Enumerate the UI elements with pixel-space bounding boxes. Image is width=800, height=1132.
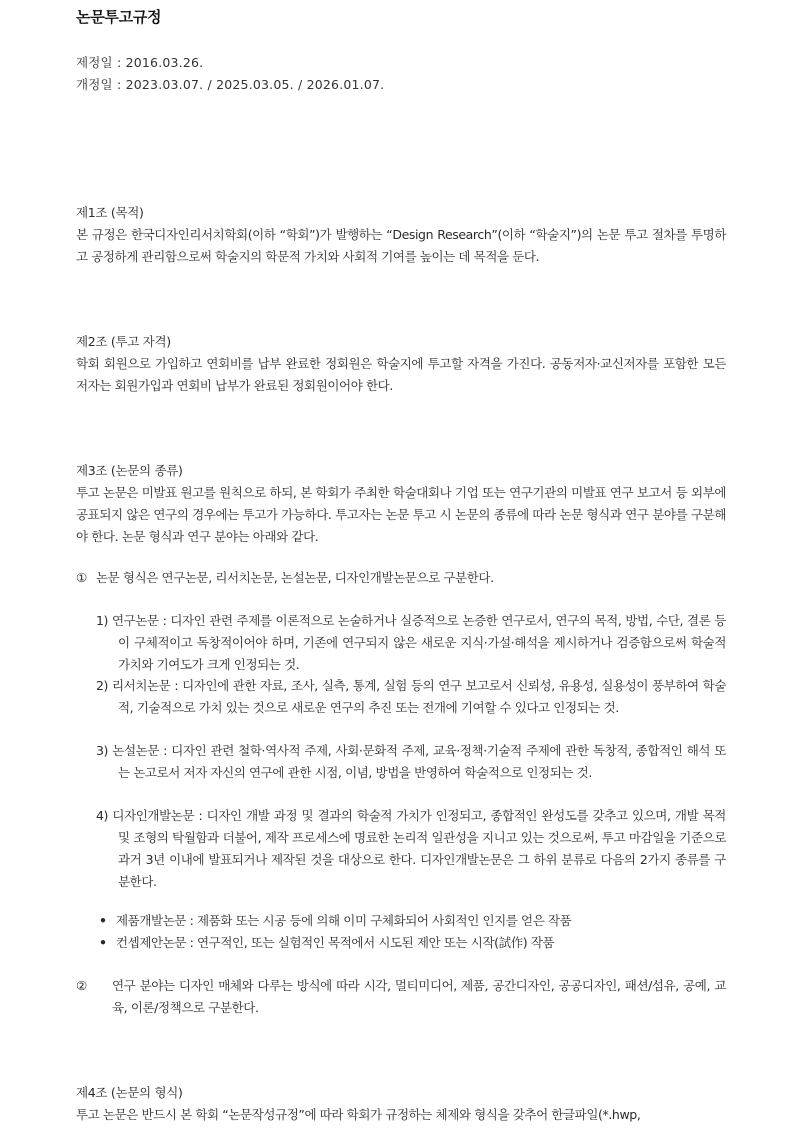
clause-marker: ② (76, 978, 87, 993)
bullet-icon: • (99, 913, 107, 928)
clause-text: 논문 형식은 연구논문, 리서치논문, 논설논문, 디자인개발논문으로 구분한다. (96, 570, 494, 585)
item-marker: 3) (96, 743, 109, 758)
article-body: 본 규정은 한국디자인리서치학회(이하 “학회”)가 발행하는 “Design Research”(이하 “학술지”)의 논문 투고 절차를 투명하고 공정하게 관리함으로써 학술지의 학문적 가치와 사회적 기여를 높이는 데 목적을 둔다. (76, 227, 726, 264)
clause-marker: ① (76, 570, 87, 585)
article-body: 학회 회원으로 가입하고 연회비를 납부 완료한 정회원은 학술지에 투고할 자격을 가진다. 공동저자·교신저자를 포함한 모든 저자는 회원가입과 연회비 납부가 완료된 정회원이어야 한다. (76, 356, 726, 393)
document-dates (76, 52, 384, 96)
article-1 (76, 202, 726, 268)
article-body: 투고 논문은 반드시 본 학회 “논문작성규정”에 따라 학회가 규정하는 체제와 형식을 갖추어 한글파일(*.hwp, (76, 1107, 641, 1122)
article-heading: 제2조 (투고 자격) (76, 334, 171, 349)
item-marker: 4) (96, 808, 109, 823)
bullet-item-1 (99, 910, 719, 932)
bullet-icon: • (99, 935, 107, 950)
article-body: 투고 논문은 미발표 원고를 원칙으로 하되, 본 학회가 주최한 학술대회나 기업 또는 연구기관의 미발표 연구 보고서 등 외부에 공표되지 않은 연구의 경우에는 투고가 가능하다. 투고자는 논문 투고 시 논문의 종류에 따라 논문 형식과 연구 분야를 구분해야 한다. 논문 형식과 연구 분야는 아래와 같다. (76, 485, 726, 544)
revised-dates: 개정일 : 2023.03.07. / 2025.03.05. / 2026.01.07. (76, 77, 385, 92)
article-heading: 제1조 (목적) (76, 205, 144, 220)
document-title: 논문투고규정 (76, 8, 162, 26)
item-text: 리서치논문 : 디자인에 관한 자료, 조사, 실측, 통계, 실험 등의 연구 보고로서 신뢰성, 유용성, 실용성이 풍부하여 학술적, 기술적으로 가치 있는 것으로 새로운 연구의 추진 또는 전개에 기여할 수 있다고 인정되는 것. (112, 678, 726, 715)
article-3 (76, 460, 726, 548)
item-marker: 1) (96, 613, 109, 628)
article-4 (76, 1082, 726, 1126)
article-heading: 제4조 (논문의 형식) (76, 1085, 183, 1100)
enacted-date: 제정일 : 2016.03.26. (76, 55, 204, 70)
bullet-text: 컨셉제안논문 : 연구적인, 또는 실험적인 목적에서 시도된 제안 또는 시작(試作) 작품 (116, 935, 555, 950)
item-text: 디자인개발논문 : 디자인 개발 과정 및 결과의 학술적 가치가 인정되고, 종합적인 완성도를 갖추고 있으며, 개발 목적 및 조형의 탁월함과 더불어, 제작 프로세스에 명료한 논리적 일관성을 지니고 있는 것으로써, 투고 마감일을 기준으로 과거 3년 이내에 발표되거나 제작된 것을 대상으로 한다. 디자인개발논문은 그 하위 분류로 다음의 2가지 종류를 구분한다. (112, 808, 726, 889)
clause-2 (76, 975, 726, 1019)
list-item-4 (96, 805, 726, 893)
item-text: 연구논문 : 디자인 관련 주제를 이론적으로 논술하거나 실증적으로 논증한 연구로서, 연구의 목적, 방법, 수단, 결론 등이 구체적이고 독창적이어야 하며, 기존에 연구되지 않은 새로운 지식·가설·해석을 제시하거나 검증함으로써 학술적 가치와 기여도가 크게 인정되는 것. (111, 613, 727, 672)
bullet-item-2 (99, 932, 719, 954)
clause-1 (76, 567, 726, 589)
article-heading: 제3조 (논문의 종류) (76, 463, 183, 478)
bullet-text: 제품개발논문 : 제품화 또는 시공 등에 의해 이미 구체화되어 사회적인 인지를 얻은 작품 (116, 913, 572, 928)
article-2 (76, 331, 726, 397)
item-text: 논설논문 : 디자인 관련 철학·역사적 주제, 사회·문화적 주제, 교육·정책·기술적 주제에 관한 독창적, 종합적인 해석 또는 논고로서 저자 자신의 연구에 관한 시점, 이념, 방법을 반영하여 학술적으로 인정되는 것. (112, 743, 727, 780)
item-marker: 2) (96, 678, 109, 693)
clause-text: 연구 분야는 디자인 매체와 다루는 방식에 따라 시각, 멀티미디어, 제품, 공간디자인, 공공디자인, 패션/섬유, 공예, 교육, 이론/정책으로 구분한다. (112, 978, 726, 1015)
list-item-1 (96, 610, 726, 676)
list-item-3 (96, 740, 726, 784)
list-item-2 (96, 675, 726, 719)
